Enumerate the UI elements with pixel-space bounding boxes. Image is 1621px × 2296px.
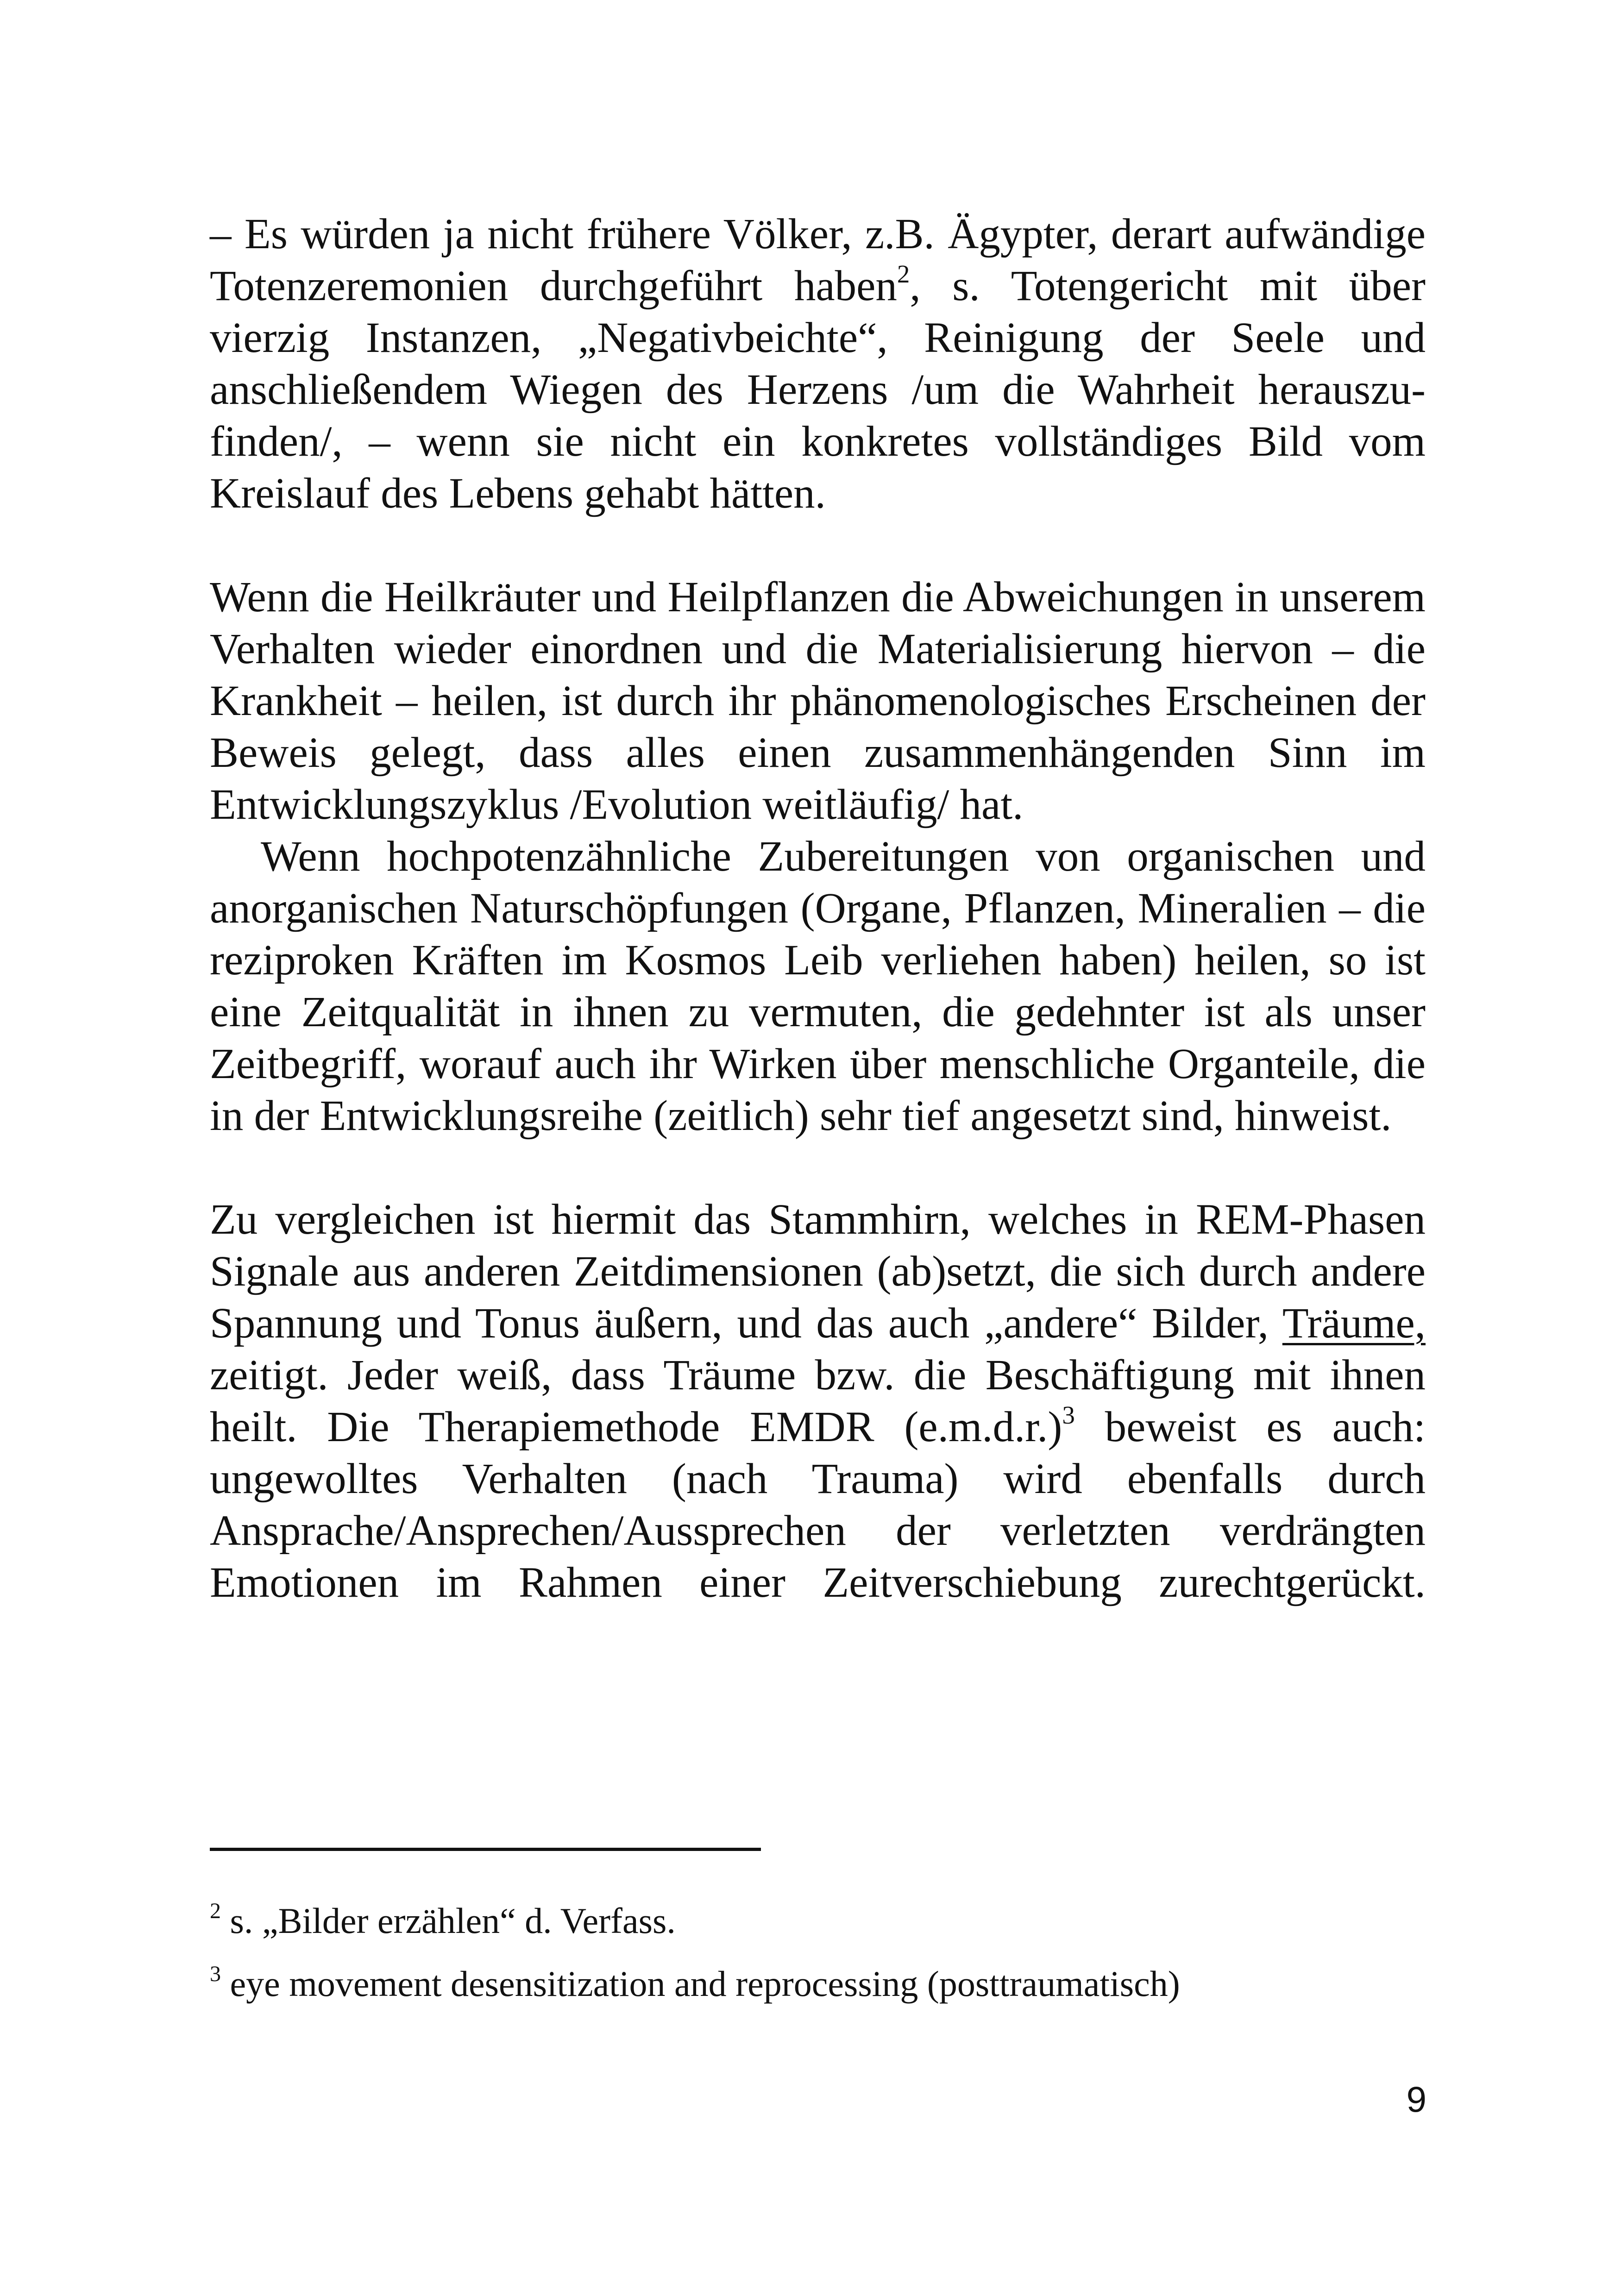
paragraph bbox=[210, 571, 1426, 831]
paragraph bbox=[210, 208, 1426, 520]
paragraph-text: , s. Totengericht mit über vierzig Instanzen, „Negativbeichte“, Reinigung der Seele und anschließendem Wiegen des Herzens /um die Wahrheit herauszufinden/, – wenn sie nicht ein konkretes vollständiges Bild vom Kreislauf des Lebens gehabt hätten. bbox=[210, 262, 1426, 517]
footnote-reference: 3 bbox=[1062, 1401, 1075, 1429]
footnote-text: s. „Bilder erzählen“ d. Verfass. bbox=[221, 1901, 676, 1941]
paragraph-text: Zu vergleichen ist hiermit das Stammhirn, welches in REM-Phasen Signale aus anderen Zeitdimensionen (ab)setzt, die sich durch andere Spannung und Tonus äußern, und das auch „andere“ Bilder, bbox=[210, 1196, 1426, 1347]
footnote-mark: 2 bbox=[210, 1899, 221, 1923]
paragraph-text: – Es würden ja nicht frühere Völker, z.B. Ägypter, derart aufwändige Totenzeremonien durchgeführt haben bbox=[210, 210, 1426, 310]
footnote-text: eye movement desensitization and reprocessing (posttraumatisch) bbox=[221, 1964, 1180, 2004]
paragraph bbox=[210, 1194, 1426, 1609]
paragraph-text: beweist es auch: ungewolltes Verhalten (nach Trauma) wird ebenfalls durch Ansprache/Ansprechen/Aussprechen der verletzten verdrängten Emotionen im Rahmen einer Zeitverschiebung zurechtgerückt. bbox=[210, 1403, 1426, 1606]
footnote-divider bbox=[210, 1848, 761, 1851]
paragraph-text: Wenn hochpotenzähnliche Zubereitungen von organischen und anorganischen Naturschöpfungen (Organe, Pflanzen, Mineralien – die reziproken Kräften im Kosmos Leib verliehen haben) heilen, so ist eine Zeitqualität in ihnen zu vermuten, die gedehnter ist als unser Zeitbegriff, worauf auch ihr Wirken über menschliche Organteile, die in der Entwicklungsreihe (zeitlich) sehr tief angesetzt sind, hinweist. bbox=[210, 833, 1426, 1140]
paragraph bbox=[210, 831, 1426, 1142]
footnote bbox=[210, 1962, 1426, 2006]
page-number: 9 bbox=[1406, 2079, 1426, 2120]
underlined-word: Träume, bbox=[1282, 1299, 1426, 1347]
footnote-reference: 2 bbox=[897, 260, 910, 288]
body-text bbox=[210, 208, 1426, 1609]
footnote bbox=[210, 1899, 1426, 1943]
paragraph-text: Wenn die Heilkräuter und Heilpflanzen die Abweichungen in unserem Verhalten wieder einordnen und die Materialisierung hiervon – die Krankheit – heilen, ist durch ihr phänomenologisches Erscheinen der Beweis gelegt, dass alles einen zusammenhängenden Sinn im Entwicklungszyklus /Evolution weitläufig/ hat. bbox=[210, 573, 1426, 828]
footnotes bbox=[210, 1899, 1426, 2025]
paragraph-text: zeitigt. Jeder weiß, dass Träume bzw. die Beschäftigung mit ihnen heilt. Die Therapiemethode EMDR (e.m.d.r.) bbox=[210, 1351, 1426, 1451]
footnote-mark: 3 bbox=[210, 1962, 221, 1986]
